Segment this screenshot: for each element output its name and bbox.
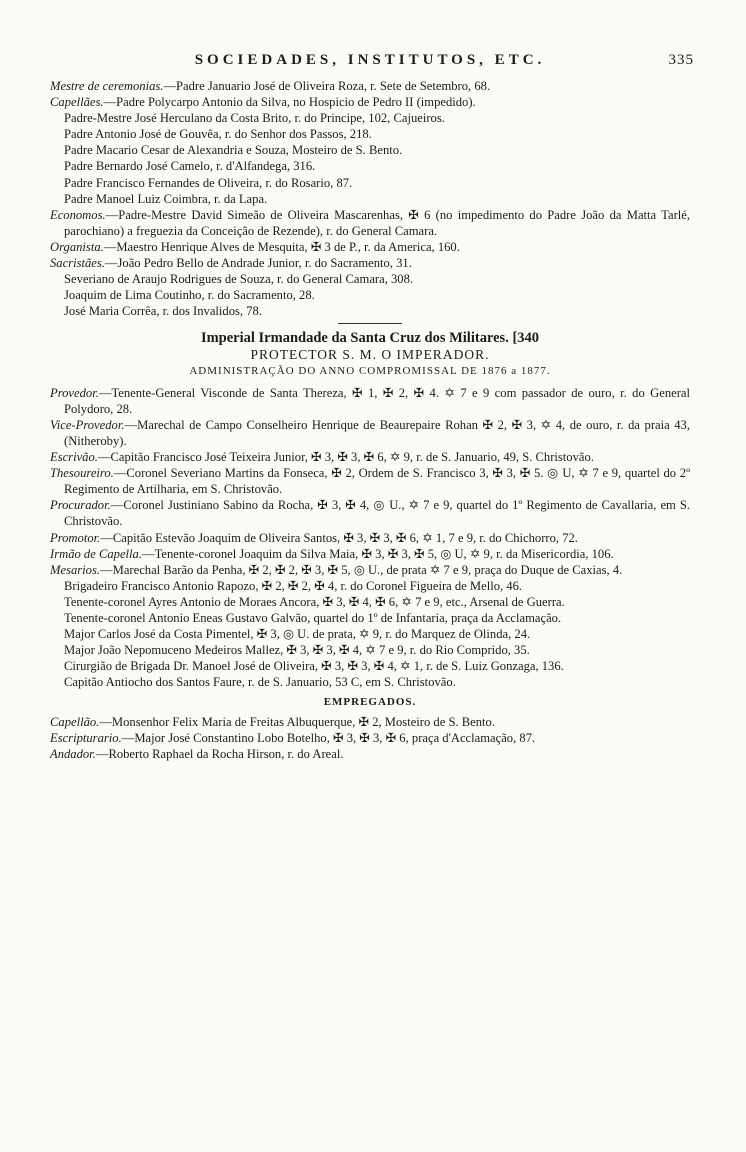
entry-text: —Tenente-General Visconde de Santa Thereza, ✠ 1, ✠ 2, ✠ 4. ✡ 7 e 9 com passador de ouro, r. do General Polydoro, 28. [64, 385, 690, 416]
entry-text: —Maestro Henrique Alves de Mesquita, ✠ 3 de P., r. da America, 160. [103, 239, 460, 254]
entry-text: —Marechal Barão da Penha, ✠ 2, ✠ 2, ✠ 3, ✠ 5, ◎ U., de prata ✡ 7 e 9, praça do Duque de Caxias, 4. [100, 562, 623, 577]
entry-mesario-7: Cirurgião de Brigada Dr. Manoel José de Oliveira, ✠ 3, ✠ 3, ✠ 4, ✡ 1, r. de S. Luiz Gonzaga, 136. [64, 659, 564, 674]
entry-text: —Padre Polycarpo Antonio da Silva, no Hospicio de Pedro II (impedido). [103, 95, 476, 110]
entry-text: —Tenente-coronel Joaquim da Silva Maia, ✠ 3, ✠ 3, ✠ 5, ◎ U, ✡ 9, r. da Misericordia, 106. [142, 546, 614, 561]
entry-capellao-4: Padre Macario Cesar de Alexandria e Souza, Mosteiro de S. Bento. [64, 143, 403, 158]
entry-label: Sacristães. [50, 256, 105, 271]
section-divider [338, 323, 402, 324]
entry-capellao-2: Padre-Mestre José Herculano da Costa Brito, r. do Principe, 102, Cajueiros. [64, 111, 445, 126]
entry-label: Organista. [50, 239, 104, 254]
entry-label: Thesoureiro. [50, 466, 114, 481]
entry-provedor [50, 385, 690, 417]
entry-label: Procurador. [50, 498, 111, 513]
entry-label: Capellão. [50, 714, 100, 729]
entry-text: —Major José Constantino Lobo Botelho, ✠ 3, ✠ 3, ✠ 6, praça d'Acclamação, 87. [121, 730, 536, 745]
page [50, 52, 694, 762]
entry-label: Capellães. [50, 95, 104, 110]
entry-text: —Roberto Raphael da Rocha Hirson, r. do Areal. [95, 746, 344, 761]
entry-label: Economos. [50, 207, 106, 222]
entry-capellao-5: Padre Bernardo José Camelo, r. d'Alfandega, 316. [64, 159, 316, 174]
entry-capellao [50, 714, 690, 730]
entry-thesoureiro [50, 465, 690, 497]
entry-text: —Padre-Mestre David Simeão de Oliveira Mascarenhas, ✠ 6 (no impedimento do Padre João da Matta Tarlé, parochiano) a freguezia da Conceição de Rezende), r. do General Camara. [64, 207, 690, 238]
entry-mesario-8: Capitão Antiocho dos Santos Faure, r. de S. Januario, 53 C, em S. Christovão. [64, 675, 456, 690]
entry-sacristaes [50, 255, 690, 271]
entry-mesario-3: Tenente-coronel Ayres Antonio de Moraes Ancora, ✠ 3, ✠ 4, ✠ 6, ✡ 7 e 9, etc., Arsenal de Guerra. [64, 594, 565, 609]
entry-promotor [50, 530, 690, 546]
section-title: Imperial Irmandade da Santa Cruz dos Militares. [340 [200, 330, 540, 347]
employees-heading: EMPREGADOS. [323, 696, 417, 709]
entry-text: —Padre Januario José de Oliveira Roza, r. Sete de Setembro, 68. [163, 79, 491, 93]
entry-text: —Coronel Justiniano Sabino da Rocha, ✠ 3, ✠ 4, ◎ U., ✡ 7 e 9, quartel do 1º Regimento de Cavallaria, em S. Christovão. [64, 498, 690, 529]
administration-line: ADMINISTRAÇÃO DO ANNO COMPROMISSAL DE 1876 a 1877. [189, 364, 551, 377]
running-title: SOCIEDADES, INSTITUTOS, ETC. [194, 52, 546, 68]
entry-capellao-7: Padre Manoel Luiz Coimbra, r. da Lapa. [64, 191, 268, 206]
entry-text: —Marechal de Campo Conselheiro Henrique de Beaurepaire Rohan ✠ 2, ✠ 3, ✡ 4, de ouro, r. da praia 43, (Nitheroby). [64, 417, 690, 448]
entry-sacristao-4: José Maria Corrêa, r. dos Invalidos, 78. [64, 304, 262, 319]
entry-label: Mesarios. [50, 562, 101, 577]
page-number: 335 [668, 52, 694, 68]
protector-line: PROTECTOR S. M. O IMPERADOR. [250, 346, 490, 362]
entry-escrivao [50, 449, 690, 465]
entry-capellao-6: Padre Francisco Fernandes de Oliveira, r. do Rosario, 87. [64, 175, 353, 190]
entry-sacristao-3: Joaquim de Lima Coutinho, r. do Sacramento, 28. [64, 288, 315, 303]
entry-text: —Capitão Estevão Joaquim de Oliveira Santos, ✠ 3, ✠ 3, ✠ 6, ✡ 1, 7 e 9, r. do Chichorro, 72. [100, 530, 578, 545]
entry-label: Promotor. [50, 530, 101, 545]
entry-text: —João Pedro Bello de Andrade Junior, r. do Sacramento, 31. [104, 256, 412, 271]
entry-mesario-5: Major Carlos José da Costa Pimentel, ✠ 3, ◎ U. de prata, ✡ 9, r. do Marquez de Olinda, 24. [64, 627, 531, 642]
running-head [50, 52, 694, 74]
entry-label: Escripturario. [50, 730, 122, 745]
entry-text: —Coronel Severiano Martins da Fonseca, ✠ 2, Ordem de S. Francisco 3, ✠ 3, ✠ 5. ◎ U, ✡ 7 e 9, quartel do 2º Regimento de Artilharia, em S. Christovão. [64, 466, 690, 497]
entry-escripturario [50, 730, 690, 746]
entry-label: Provedor. [50, 385, 99, 400]
entry-label: Irmão de Capella. [50, 546, 142, 561]
entry-andador [50, 746, 690, 762]
entry-capellao-3: Padre Antonio José de Gouvêa, r. do Senhor dos Passos, 218. [64, 127, 372, 142]
entry-vice-provedor [50, 417, 690, 449]
entry-mesarios [50, 562, 690, 578]
entry-label: Andador. [50, 746, 96, 761]
entry-irmao-capella [50, 546, 690, 562]
entry-text: —Capitão Francisco José Teixeira Junior, ✠ 3, ✠ 3, ✠ 6, ✡ 9, r. de S. Januario, 49, S. Christovão. [97, 450, 594, 465]
entry-capellaes [50, 94, 690, 110]
entry-mesario-2: Brigadeiro Francisco Antonio Rapozo, ✠ 2, ✠ 2, ✠ 4, r. do Coronel Figueira de Mello, 46. [64, 578, 523, 593]
entry-text: —Monsenhor Felix Maria de Freitas Albuquerque, ✠ 2, Mosteiro de S. Bento. [99, 714, 495, 729]
entry-organista [50, 239, 690, 255]
entry-label: Mestre de ceremonias. [50, 79, 164, 93]
entry-sacristao-2: Severiano de Araujo Rodrigues de Souza, r. do General Camara, 308. [64, 272, 414, 287]
entry-label: Vice-Provedor. [50, 417, 125, 432]
entry-procurador [50, 497, 690, 529]
entry-mesario-4: Tenente-coronel Antonio Eneas Gustavo Galvão, quartel do 1º de Infantaria, praça da Acclamação. [64, 611, 562, 625]
entry-label: Escrivão. [50, 450, 98, 465]
entry-mestre-ceremonias [50, 78, 690, 94]
entry-mesario-6: Major João Nepomuceno Medeiros Mallez, ✠ 3, ✠ 3, ✠ 4, ✡ 7 e 9, r. do Rio Comprido, 35. [64, 643, 530, 658]
entry-economos [50, 207, 690, 239]
